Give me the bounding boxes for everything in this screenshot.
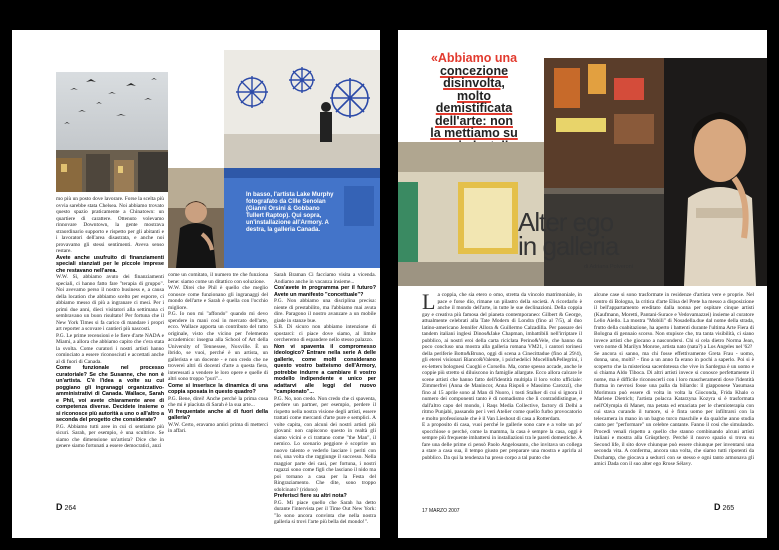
pullquote-line: dell'arte: non <box>435 113 513 128</box>
left-column-1 <box>56 196 164 450</box>
page-folio <box>714 502 734 512</box>
pullquote-line: demistificata <box>435 101 513 115</box>
installation-photo <box>224 50 380 168</box>
pullquote-line: molto <box>456 88 492 103</box>
body-text: Sarah Braman Ci facciamo visita a vicenda. Andiamo anche in vacanza insieme... <box>274 272 376 285</box>
artist-portrait-photo <box>168 168 224 268</box>
interview-question: Come si inserisce la dinamica di una coppia sposata in questo quadro? <box>168 382 268 395</box>
birds-photo <box>56 72 168 192</box>
blue-wall-photo <box>224 168 380 268</box>
left-magazine-page <box>12 30 380 538</box>
right-magazine-page <box>398 30 767 538</box>
pullquote-line: «Abbiamo una <box>430 51 518 65</box>
date-folio: 17 MARZO 2007 <box>422 508 460 514</box>
interview-question: Vi frequentate anche al di fuori della galleria? <box>168 408 268 421</box>
body-text: W.W. Direi che Phil è quello che meglio conosce come funzionano gli ingranaggi del mondo dell'arte e Sarah è quella con l'occhio migliore. <box>168 285 268 311</box>
body-text: W.W. Sì, abbiamo avuto dei finanziamenti speciali, ci hanno fatto fare "terapia di gruppo". Noi avevamo perso il nostro business e, a causa della location che abbiamo scelto per esporre, ci abbiamo messo di più a ingranare ci mesi. Per i primi due anni, dieci visitatori alla settimana ci sembravano un buon risultato! Per fortuna che il New York Times si fa carico di mandare i propri art reporter a scovare i cantieri più nascosti. <box>56 274 164 332</box>
interview-question: Preferisci fiere su altri nota? <box>274 493 347 499</box>
headline-line: in galleria <box>518 231 619 261</box>
left-column-3 <box>274 272 376 526</box>
body-text: mo più un posto dove lavorare. Forse la scelta più ovvia sarebbe stata Chelsea. Noi abbiamo trovato questo spazio praticamente a Chinatown: un quartiere di carattere. Ottenuto volevamo rinnovare Downtown, la gente mostrava straordinario supporto e rispetto per gli abitanti e i lavoratori dell'area disastrata, e anche noi provavamo gli stessi sentimenti. Aveva senso restare. <box>56 196 164 254</box>
body-text: P.G. No, non credo. Non credo che ci spaventa, perdere un partner, per esempio, perdere il rispetto nella nostra visione degli artisti, essere trattati come mercanti d'arte pure e semplici. A volte capita, con alcuni dei nostri artisti più giovani: non capiscono questo in realtà gli siamo vicini e ci trattano come "the Man", il nemico. Lo scenario peggiore è scoprire un nuovo talento e vederlo lasciare i periti con noi, una volta che raggiunge il successo. Nella maggior parte dei casi, per fortuna, i nostri ragazzi sono come figli che lasciano il nido ma poi tornano a casa per la Festa del Ringraziamento. Che dite, sono troppo sdolcinato? (ridono) <box>274 395 376 493</box>
body-text: Se ancora si sanno, ma chi fosse effettivamente Greta Frau - uomo, donna, uno, molti? - fino a un anno fa erano in pochi a saperlo. Poi si è scoperto che la misteriosa sacerdotessa che vive in Sardegna è un uomo e si chiama Aldo Tiboca. Di altri artisti invece si conosce perfettamente il nome, ma è difficile riconoscerli con i loro mascheramenti dove l'identità fluttua in nevrosi fosse una palla da biliardo: il giapponese Yasumasa Morimura può essere di volta in volta la Gioconda, Frida Khalo o Marlene Dietrich; l'artista polacca Katarzyna Kozyra si è trasformata nell'Olympia di Manet, ma petata ed emaciata per le chemioterapia con cui stava curando il tumore, si è finta uomo per infiltrarsi con la telecamera in mano in un bagno turco maschile e da qualche anno studia canto per "performare" un celebre cantante. Fanno il cosi che simulando. Procedi venali rispetto a quello che stanno combinando alcuni artisti italiani e mostra alla Grüspthery. Perché il nuovo spazio si trova su Second life, il sito dove chiunque può essere chiunque per inventarsi una seconda vita. A conferma, ancora una volta, che siamo tutti ripotenti da Duchamp, che giocava a sedurci con se stesso e ogni tanto armonava gli amici Dada con il suo alter ego Rrose Sélavy. <box>594 350 754 467</box>
interview-question: Cos'avete in programma per il futuro? Avete un manifesto "concettuale"? <box>274 285 376 298</box>
left-column-2 <box>168 272 268 435</box>
body-text: W.W. Certo, eravamo amici prima di metterci in affari. <box>168 421 268 434</box>
pullquote-line: la mettiamo su <box>430 126 518 140</box>
body-text: a coppia, che sia etero o omo, stretta da vincolo matrimoniale, in pace e forse dio, rimane un pilastro della società. A ricordarlo è anche il mondo dell'arte, in tutte le sue declinazioni. Della coppia gay e creativa più famosa del pianeta contemporaneo: Gilbert & George, attualmente celebrati alla Tate Modern di Londra (fino al 7/5), al duo latino-americano Jennifer Allora & Guillermo Calzadilla. Per passare dei tandem italiani inglesi Dinos&Jake Chapman, imbattibili nell'irriptare il pubblico, ai nostri eroi della carta riciclata Perino&Vele, che hanno da poco concluso una mostra alla galleria romana VM21, i cantori torinesi della periferie Botto&Bruno, oggi di scena a Cinecittadue (fino al 29/4), gli eterei visionari Bianco&Valente, i psichedelici Mocellin&Pellegrini, i ex-letters bolognesi Cuoghi e Corsello. Ma, come spesso accade, anche le coppie più stretto si diluiscono in famiglie allargate. Ecco allora calcare le scene artisti che hanno fatto dell'identità multipla il loro volto ufficiale: Zimmerfrei (Anna de Manincor, Anna Rispoli e Massimo Carozzi), che fino al 15 aprile sono al Man di Nuoro, i tosti Stalker di cui si ignora il numero dei componenti tanto è di nomadismo che li contraddistingue, e dall'altro capo del mondo, i Raqs Media Collective, factory di Delhi a ritmo Punjabi, passando per i veri Atelier come quello furbo provocatorio e molto professionale che è il Van Lieshout di casa a Rotterdam. <box>422 292 582 422</box>
body-text: P.G. Mi piace quello che Sarah ha detto durante l'intervista per il Time Out New York: "Io sono ancora convinta che nella nostra galleria si trovi l'arte più bella del mondo!". <box>274 499 376 525</box>
interview-question: Non vi spaventa il compromesso ideologico? Entrare nella serie A delle gallerie, come molti considerano questo vostro batteismo dell'Armory, potrebbe indurre a cambiare il vostro modello indipendente e unico per adattarvi alle leggi del nuovo "campionato"... <box>274 343 376 395</box>
page-number: 264 <box>64 505 77 512</box>
folio-letter: D <box>714 502 721 512</box>
body-text: P.G. Io non mi "affondo" quando mi devo spendere in mani così in mercato dell'arte, ecco. Wallace apporta un contributo del tutto originale, visto che vicino per l'elemento accademico: insegna alla School of Art della University of Tennessee, Noxville. È un ibrido, se vuoi, perché è un artista, un gallerista e un docente - e non credo che ne troverei altri di docenti d'arte a questa fiera, interessati a vendere le loro opere e quelle di altri sono troppo "puri"... <box>168 311 268 382</box>
body-text: come un comitato, il numero tre che funziona bene: siamo come un ditattico con soluzione. <box>168 272 268 285</box>
body-text: alcune case si sono trasformate in residenze d'artista vere e proprie. Nel centro di Bologna, la critica d'arte Elisa del Prete ha messo a disposizione il bell'appartamento ereditato dalla nonna per ospitare cinque artisti (Kaufmann, Moretti, Pantani-Surace e Vedovamazzei) insieme al curatore Lelio Aiello. La mostra "Mobili" di Nosadella.due dal nome della strada, frutto della coabitazione, ha aperto i battenti durante l'ultima Arte Fiera di Bologna di gennaio scorso. Non stupisce che, tra tanta visibilità, ci siano invece artisti che giocano a nascondersi. Chi si cela dietro Norma Jean, vero nome di Marilyn Monroe, artista nato (nata?) a Los Angeles nel '62? <box>594 292 754 350</box>
page-number: 265 <box>722 505 735 512</box>
interview-question: Avete anche usufruito di finanziamenti speciali stanziati per le piccole imprese che restavano nell'area. <box>56 254 164 274</box>
pullquote-line: concezione <box>439 63 509 78</box>
headline-line: Alter ego <box>518 207 614 237</box>
body-text: E a proposito di casa, vuoi perché le gallerie sono care e a volte un po' spocchiose o perché, come la mamma, la casa è sempre la casa, oggi è sempre più frequente imbattersi in installazioni tra le pareti domestiche. A fare una delle prime ci pensò Paolo Angelosanto, che invitava un collega a stare a casa sua, il tempo giusto per preparare una mostra e aprirla al pubblico. Da qui la tendenza ha preso corpo a tal punto che <box>422 422 582 461</box>
body-text: P.G. Abbiamo tutti aree in cui ci sentiamo più sicuri. Sarah, per esempio, è una scultrice. Se siamo che dimensione un'artista? Dice che in genere siamo fortunati a essere democratici, anzi <box>56 423 164 449</box>
photo-caption: In basso, l'artista Lake Murphy fotografato da Cille Senolan (Gianni Orsini & Gobbano Tullert Raptop). Qui sopra, un'installazione all'Armory. A destra, la galleria Canada. <box>246 192 334 233</box>
page-folio <box>56 502 76 512</box>
body-text: S.B. Di sicuro non abbiamo intenzione di spostarci: ci piace dove siamo, al limite cercheremo di espandere nello stesso palazzo. <box>274 324 376 343</box>
byline: di Adriana Polveroni <box>584 264 633 270</box>
pullquote-line: disinvolta, <box>443 76 505 90</box>
body-text: P.G. Non abbiamo una disciplina precisa: niente di prestabilito, ma l'abbiamo mai avuta dire. Paragono il nostro avanzare a un mobile giade in stanze bue. <box>274 298 376 324</box>
right-column-1 <box>422 289 582 461</box>
interview-question: Come funzionale nel processo curatoriale? Se che Susanne, che non è un'artista. C'è l'idea a volte su cui poggiano gli ingranaggi organizzativo-amministrativi di Canada. Wallace, Sarah e Phil, voi avete chiaramente aree di competenza diverse. Decidete insieme o si riconosce più autorità a uno o all'altro a seconda del progetto che considerate? <box>56 365 164 423</box>
article-headline <box>518 207 619 261</box>
folio-letter: D <box>56 502 63 512</box>
drop-cap: L <box>422 289 436 314</box>
right-column-2 <box>594 292 754 468</box>
body-text: P.G. Bene, direi! Anche perché la prima cosa che mi è piaciuta di Sarah è la sua arte... <box>168 395 268 408</box>
body-text: P.G. Le prime recensioni e le fiere d'arte NADA e Miami, a allora che abbiamo capito che c'era stata la svolta. Come curatori i nostri artisti hanno cominciato a essere riconosciuti e accettati anche al di fuori di Canada. <box>56 332 164 365</box>
